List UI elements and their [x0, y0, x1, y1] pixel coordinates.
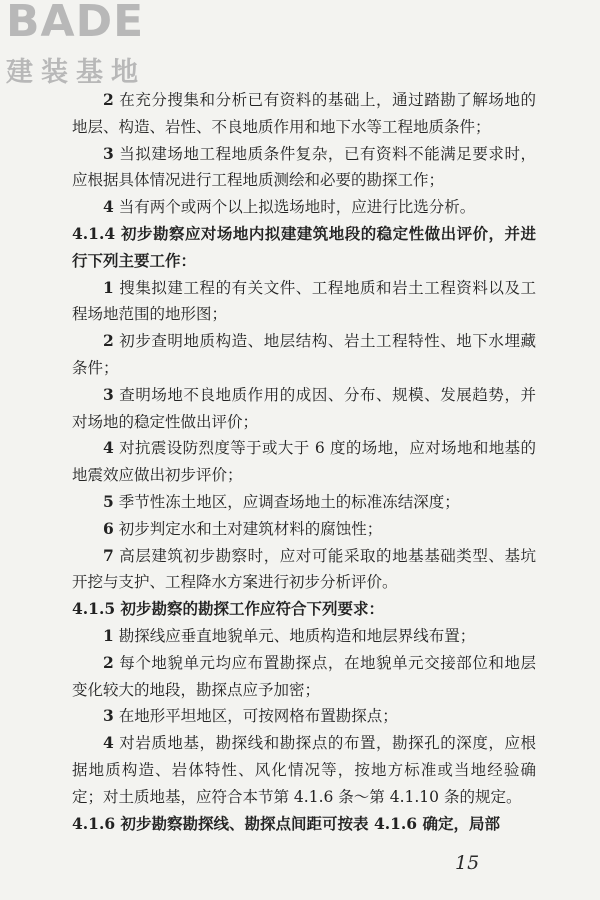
item-text: 初步查明地质构造、地层结构、岩土工程特性、地下水埋藏条件；	[72, 332, 536, 377]
section-text: 初步勘察的勘探工作应符合下列要求：	[115, 599, 385, 619]
item-number: 1	[103, 277, 114, 297]
item-number: 3	[103, 706, 114, 726]
item-number: 5	[103, 491, 114, 511]
section-paragraph	[72, 221, 536, 275]
item-text: 在充分搜集和分析已有资料的基础上，通过踏勘了解场地的地层、构造、岩性、不良地质作用和地下水等工程地质条件；	[72, 91, 536, 136]
item-text: 对抗震设防烈度等于或大于 6 度的场地，应对场地和地基的地震效应做出初步评价；	[72, 439, 536, 485]
item-number: 4	[103, 438, 114, 458]
item-number: 2	[103, 652, 114, 672]
section-text: 初步勘察应对场地内拟建建筑地段的稳定性做出评价，并进行下列主要工作：	[72, 223, 536, 270]
item-number: 6	[103, 518, 114, 538]
list-item	[72, 194, 536, 221]
item-number: 7	[103, 545, 114, 565]
item-number: 3	[103, 384, 114, 404]
item-text: 搜集拟建工程的有关文件、工程地质和岩土工程资料以及工程场地范围的地形图；	[72, 278, 536, 324]
list-item	[72, 87, 536, 141]
list-item	[72, 650, 536, 704]
list-item	[72, 703, 536, 730]
item-text: 初步判定水和土对建筑材料的腐蚀性；	[113, 519, 383, 538]
item-text: 勘探线应垂直地貌单元、地质构造和地层界线布置；	[113, 626, 476, 645]
item-text: 在地形平坦地区，可按网格布置勘探点；	[113, 707, 398, 726]
list-item	[72, 623, 536, 650]
item-text: 每个地貌单元均应布置勘探点，在地貌单元交接部位和地层变化较大的地段，勘探点应予加密；	[72, 653, 536, 699]
item-text: 对岩质地基，勘探线和勘探点的布置，勘探孔的深度，应根据地质构造、岩体特性、风化情况等，按地方标准或当地经验确定；对土质地基，应符合本节第 4.1.6 条～第 4.1.10 条的规定。	[72, 734, 536, 806]
item-number: 1	[103, 625, 114, 645]
logo-brand: BADE	[6, 0, 145, 47]
list-item	[72, 141, 536, 195]
item-number: 2	[103, 331, 114, 351]
section-paragraph	[72, 596, 536, 623]
bade-logo	[6, 2, 176, 94]
document-content	[72, 87, 536, 837]
list-item	[72, 543, 536, 597]
item-number: 4	[103, 197, 114, 217]
item-text: 查明场地不良地质作用的成因、分布、规模、发展趋势，并对场地的稳定性做出评价；	[72, 385, 536, 431]
list-item	[72, 435, 536, 489]
section-number: 4.1.5	[72, 599, 116, 619]
logo-subtitle: 建装基地	[6, 57, 146, 88]
section-text: 初步勘察勘探线、勘探点间距可按表 4.1.6 确定，局部	[115, 813, 500, 833]
list-item	[72, 328, 536, 382]
list-item	[72, 489, 536, 516]
item-number: 2	[103, 90, 114, 109]
section-number: 4.1.4	[72, 223, 116, 243]
item-text: 当拟建场地工程地质条件复杂，已有资料不能满足要求时，应根据具体情况进行工程地质测绘和必要的勘探工作；	[72, 144, 536, 190]
page-number: 15	[455, 852, 480, 874]
list-item	[72, 730, 536, 810]
item-text: 季节性冻土地区，应调查场地土的标准冻结深度；	[113, 492, 460, 511]
list-item	[72, 382, 536, 436]
item-number: 3	[103, 143, 114, 163]
list-item	[72, 516, 536, 543]
item-text: 当有两个或两个以上拟选场地时，应进行比选分析。	[113, 198, 476, 217]
list-item	[72, 275, 536, 329]
item-number: 4	[103, 733, 114, 753]
section-paragraph	[72, 811, 536, 838]
section-number: 4.1.6	[72, 813, 116, 833]
item-text: 高层建筑初步勘察时，应对可能采取的地基基础类型、基坑开挖与支护、工程降水方案进行初步分析评价。	[72, 546, 536, 592]
